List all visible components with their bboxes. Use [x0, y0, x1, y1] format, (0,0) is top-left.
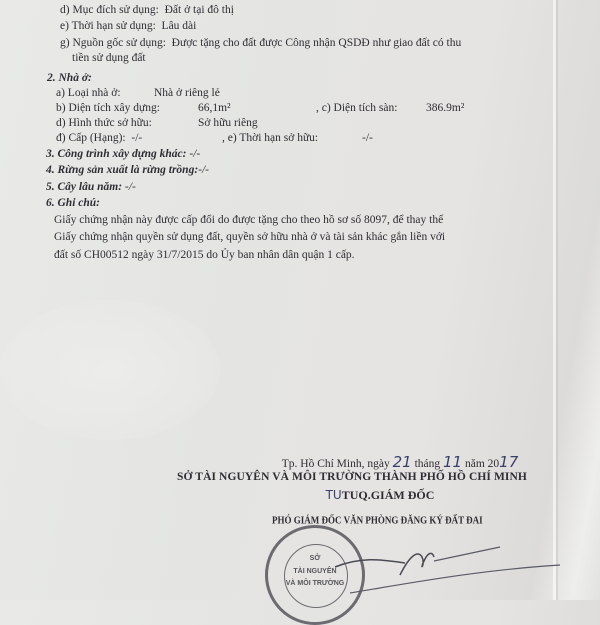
- value: 66,1m²: [198, 102, 231, 114]
- label: , e) Thời hạn sở hữu:: [222, 132, 319, 144]
- ownership-form: [56, 116, 258, 130]
- value: Được tặng cho đất được Công nhận QSDĐ như giao đất có thu: [171, 37, 462, 49]
- label: , c) Diện tích sàn:: [316, 102, 398, 114]
- value: -/-: [198, 164, 210, 176]
- heading: 3. Công trình xây dựng khác:: [46, 148, 187, 160]
- label: b) Diện tích xây dựng:: [56, 102, 160, 114]
- label: e) Thời hạn sử dụng:: [60, 20, 156, 32]
- house-grade: [56, 131, 142, 145]
- value: Lâu dài: [161, 20, 197, 32]
- value: -/-: [131, 132, 143, 144]
- label: đ) Cấp (Hạng):: [56, 132, 126, 144]
- floor-area: [316, 101, 464, 115]
- stamp-text: SỞ: [309, 555, 321, 562]
- value: Sở hữu riêng: [198, 117, 258, 129]
- label: g) Nguồn gốc sử dụng:: [60, 37, 166, 49]
- label: d) Hình thức sở hữu:: [56, 117, 152, 129]
- production-forest: [46, 163, 209, 177]
- value: Đất ở tại đô thị: [164, 4, 234, 16]
- value: 386.9m²: [426, 102, 465, 114]
- year-label: năm 20: [464, 458, 500, 470]
- perennial-trees: [46, 180, 136, 194]
- day: 21: [392, 453, 412, 471]
- signer-role: PHÓ GIÁM ĐỐC VĂN PHÒNG ĐĂNG KÝ ĐẤT ĐAI: [272, 514, 483, 526]
- heading: 4. Rừng sản xuất là rừng trồng:: [46, 164, 199, 176]
- month-label: tháng: [414, 458, 441, 470]
- land-use-term: [60, 19, 196, 33]
- stamp-text: VÀ MÔI TRƯỜNG: [285, 580, 345, 587]
- department-name: SỞ TÀI NGUYÊN VÀ MÔI TRƯỜNG THÀNH PHỐ HỒ CHÍ MINH: [177, 471, 527, 483]
- notes-line: Giấy chứng nhận quyền sử dụng đất, quyền sở hữu nhà ở và tài sản khác gắn liền với: [54, 231, 446, 243]
- paper-fold-shadow: [556, 0, 558, 600]
- value: -/-: [124, 181, 136, 193]
- notes-line: Giấy chứng nhận này được cấp đổi do được tặng cho theo hồ sơ số 8097, để thay thế: [54, 214, 444, 226]
- house-heading: 2. Nhà ở:: [47, 72, 92, 84]
- issue-date: [200, 453, 600, 471]
- value: -/-: [189, 148, 201, 160]
- land-use-origin: [60, 36, 461, 50]
- notes-line: đất số CH00512 ngày 31/7/2015 do Ủy ban nhân dân quận 1 cấp.: [54, 249, 355, 261]
- other-construction: [46, 147, 200, 161]
- label: d) Mục đích sử dụng:: [60, 4, 159, 16]
- handwritten-signature: [330, 545, 570, 595]
- notes-heading: 6. Ghi chú:: [46, 197, 100, 209]
- on-behalf: TUTUQ.GIÁM ĐỐC: [325, 488, 435, 502]
- land-use-origin-cont: tiền sử dụng đất: [72, 52, 146, 64]
- value: -/-: [362, 132, 373, 144]
- stamp-text: TÀI NGUYÊN: [293, 568, 337, 575]
- house-type: [56, 86, 220, 100]
- place: Tp. Hồ Chí Minh, ngày: [281, 458, 390, 470]
- year-suffix: 17: [499, 453, 519, 471]
- heading: 5. Cây lâu năm:: [46, 181, 123, 193]
- ownership-term: [222, 131, 373, 145]
- paper-shading: [0, 300, 220, 440]
- label: a) Loại nhà ở:: [56, 87, 121, 99]
- on-behalf-text: TUQ.GIÁM ĐỐC: [341, 488, 435, 502]
- land-use-purpose: [60, 3, 234, 17]
- month: 11: [443, 453, 463, 471]
- construction-area: [56, 101, 231, 115]
- value: Nhà ở riêng lẻ: [154, 87, 220, 99]
